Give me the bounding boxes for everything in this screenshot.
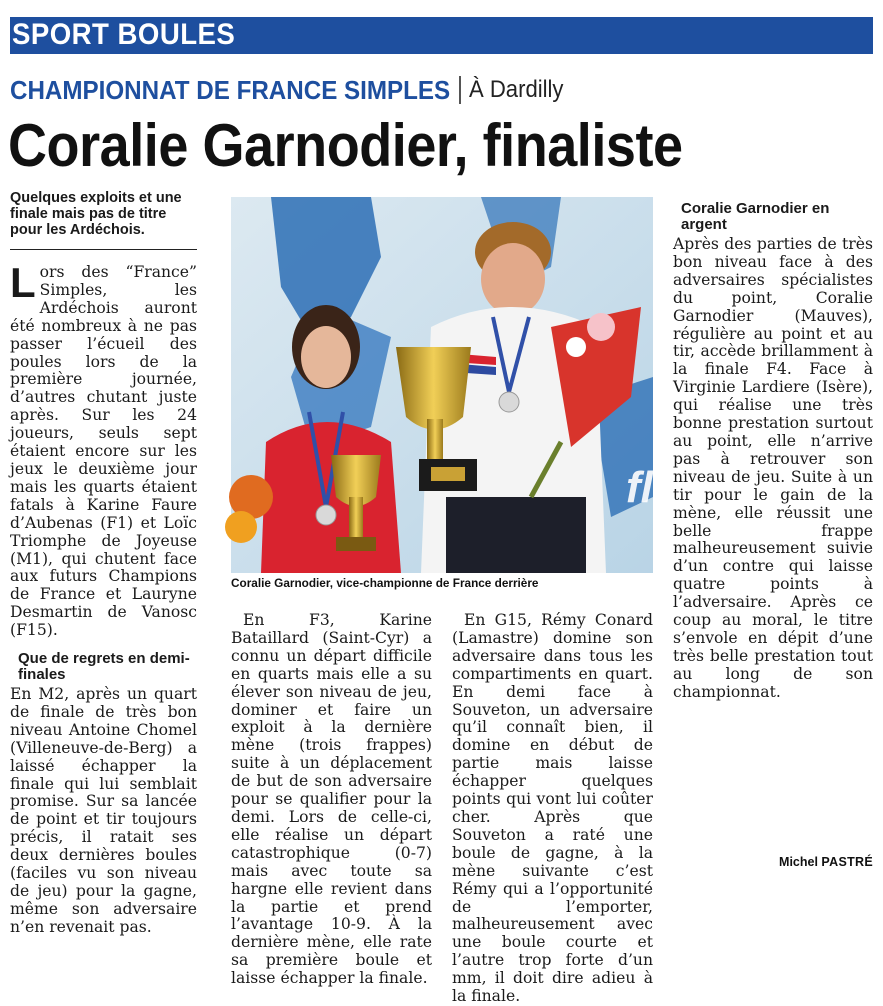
kicker-divider: [459, 76, 461, 104]
photo-caption: Coralie Garnodier, vice-championne de France derrière: [231, 576, 539, 590]
standfirst-rule: [10, 249, 197, 250]
article-photo: [231, 197, 653, 573]
article-column-1: [10, 190, 197, 937]
intro-text: ors des “France” Simples, les Ardéchois auront été nombreux à ne pas passer l’écueil des poules lors de la première journée, d’autres chutant juste après. Sur les 24 joueurs, seuls sept étaient encore sur les jeux le deuxième jour mais les quarts étaient fatals à Karine Faure d’Aubenas (F1) et Loïc Triomphe de Joyeuse (M1), qui chutent face aux futurs Champions de France et Lauryne Desmartin de Vanosc (F15).: [10, 263, 197, 640]
subheading-argent: Coralie Garnodier en argent: [681, 200, 830, 233]
kicker-place: À Dardilly: [468, 76, 564, 103]
paragraph-m2: En M2, après un quart de finale de très bon niveau Antoine Chomel (Villeneuve-de-Berg) a laissé échapper la finale qui lui semblait promise. Sur sa lancée de point et tir toujours précis, il ratait ses deux dernières boules (faciles vu son niveau de jeu) pour la gagne, même son adversaire n’en revenait pas.: [10, 685, 197, 936]
section-rubric-bar: [10, 17, 873, 54]
article-column-2: [231, 612, 432, 988]
paragraph-f3: En F3, Karine Bataillard (Saint-Cyr) a connu un départ difficile en quarts mais elle a su élever son niveau de jeu, dominer et faire un exploit à la dernière mène (trois frappes) suite à un déplacement de but de son adversaire pour se qualifier pour la demi. Lors de celle-ci, elle réalise un départ catastrophique (0-7) mais avec toute sa hargne elle revient dans la partie et prend l’avantage 10-9. À la dernière mène, elle rate sa première boule et laisse échapper la finale.: [231, 611, 432, 988]
article-column-3: [452, 612, 653, 1006]
article-column-4: [673, 190, 873, 702]
kicker-event: CHAMPIONNAT DE FRANCE SIMPLES: [10, 74, 451, 105]
photo-illustration: [231, 197, 653, 573]
paragraph-g15: En G15, Rémy Conard (Lamastre) domine son adversaire dans tous les compartiments en quart. En demi face à Souveton, un adversaire qu’il connaît bien, il domine en début de partie mais laisse échapper quelques points qui vont lui coûter cher. Après que Souveton a raté une boule de gagne, à la mène suivante c’est Rémy qui a l’opportunité de l’emporter, malheureusement avec une boule courte et l’autre trop forte d’un mm, il doit dire adieu à la finale.: [452, 611, 653, 1006]
byline-first-name: Michel: [779, 855, 818, 869]
paragraph-final: Après des parties de très bon niveau face à des adversaires spécialistes du point, Coralie Garnodier (Mauves), régulière au point et au tir, accède brillamment à la finale F4. Face à Virginie Lardiere (Isère), qui réalise une très bonne prestation surtout au point, elle n’arrive pas à retrouver son niveau de jeu. Suite à un tir pour le gain de la mène, elle réussit une belle frappe malheureusement suivie d’un contre qui laisse quatre points à l’adversaire. Après ce coup au moral, le titre s’envole en dépit d’une très belle prestation tout au long de son championnat.: [673, 235, 873, 701]
svg-text:fl: fl: [626, 463, 653, 512]
kicker: [10, 73, 572, 107]
intro-paragraph: [10, 259, 197, 640]
byline: [779, 855, 873, 869]
drop-cap: L: [10, 259, 36, 306]
headline: Coralie Garnodier, finaliste: [8, 112, 683, 179]
section-rubric: SPORT BOULES: [12, 18, 236, 51]
standfirst: Quelques exploits et une finale mais pas de titre pour les Ardéchois.: [10, 190, 182, 238]
byline-last-name: PASTRÉ: [821, 855, 873, 869]
subheading-regrets: Que de regrets en demi-finales: [18, 650, 190, 684]
